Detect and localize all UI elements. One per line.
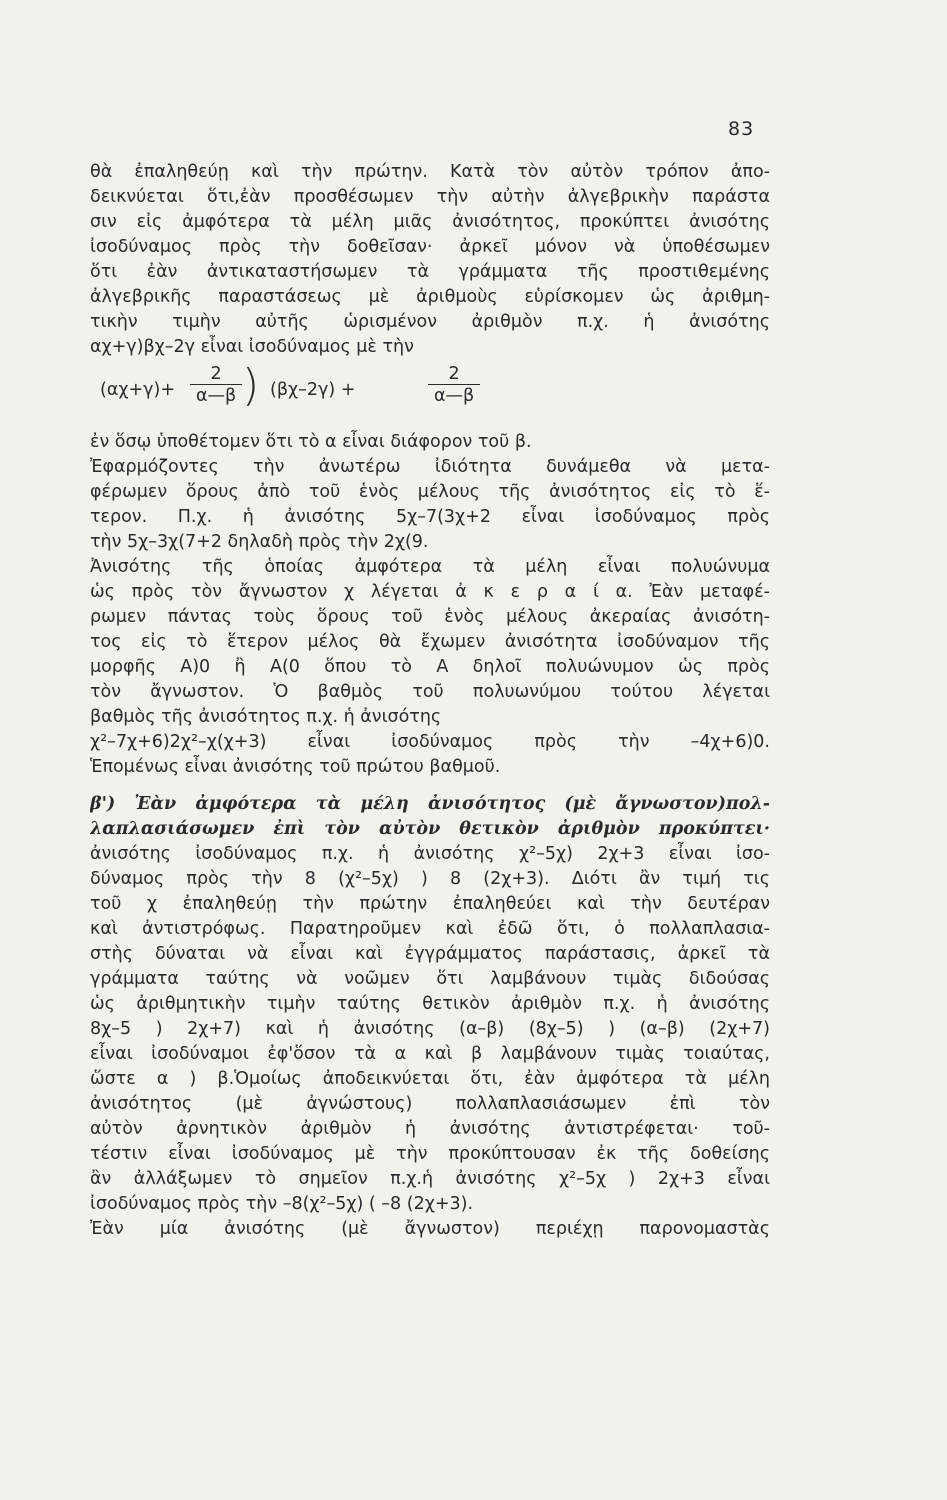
text-line: 8χ–5 ) 2χ+7) καὶ ἡ ἀνισότης (α–β) (8χ–5) ) (α–β) (2χ+7) [90, 1019, 770, 1039]
text-line: ἐν ὅσῳ ὑποθέτομεν ὅτι τὸ α εἶναι διάφορον τοῦ β. [90, 432, 532, 452]
fraction-2-denominator: α—β [428, 384, 480, 407]
fraction-2 [428, 364, 480, 407]
fraction-formula [90, 360, 770, 430]
fraction-1-numerator: 2 [210, 364, 222, 384]
text-line: ἀνισότης ἰσοδύναμος π.χ. ἡ ἀνισότης χ²–5χ) 2χ+3 εἶναι ἰσο- [90, 844, 770, 864]
fraction-2-numerator: 2 [448, 364, 460, 384]
text-line: ρωμεν πάντας τοὺς ὅρους τοῦ ἑνὸς μέλους ἀκεραίας ἀνισότη- [90, 607, 770, 627]
text-line: τέστιν εἶναι ἰσοδύναμος μὲ τὴν προκύπτουσαν ἐκ τῆς δοθείσης [90, 1144, 770, 1164]
page-number: 83 [728, 118, 755, 140]
text-line: δεικνύεται ὅτι,ἐὰν προσθέσωμεν τὴν αὐτὴν ἀλγεβρικὴν παράστα [90, 187, 770, 207]
body-text [90, 160, 770, 1242]
text-line: Ἀνισότης τῆς ὁποίας ἀμφότερα τὰ μέλη εἶναι πολυώνυμα [90, 557, 770, 577]
text-line: αὐτὸν ἀρνητικὸν ἀριθμὸν ἡ ἀνισότης ἀντιστρέφεται· τοῦ- [90, 1119, 770, 1139]
text-line: Ἐὰν μία ἀνισότης (μὲ ἄγνωστον) περιέχῃ παρονομαστὰς [90, 1219, 770, 1239]
text-line: ἂν ἀλλάξωμεν τὸ σημεῖον π.χ.ἡ ἀνισότης χ²–5χ ) 2χ+3 εἶναι [90, 1169, 770, 1189]
formula-left: (αχ+γ)+ [100, 380, 175, 400]
text-line: τερον. Π.χ. ἡ ἀνισότης 5χ–7(3χ+2 εἶναι ἰσοδύναμος πρὸς [90, 507, 770, 527]
text-line: βαθμὸς τῆς ἀνισότητος π.χ. ἡ ἀνισότης [90, 707, 442, 727]
text-line: αχ+γ)βχ–2γ εἶναι ἰσοδύναμος μὲ τὴν [90, 337, 414, 357]
text-line: ἰσοδύναμος πρὸς τὴν –8(χ²–5χ) ( –8 (2χ+3). [90, 1194, 474, 1214]
text-line: ἰσοδύναμος πρὸς τὴν δοθεῖσαν· ἀρκεῖ μόνον νὰ ὑποθέσωμεν [90, 237, 770, 257]
text-line: τὸν ἄγνωστον. Ὁ βαθμὸς τοῦ πολυωνύμου τούτου λέγεται [90, 682, 770, 702]
text-line: τικὴν τιμὴν αὐτῆς ὡρισμένον ἀριθμὸν π.χ. ἡ ἀνισότης [90, 312, 770, 332]
text-line: δύναμος πρὸς τὴν 8 (χ²–5χ) ) 8 (2χ+3). Διότι ἂν τιμή τις [90, 869, 770, 889]
text-line: ὥστε α ) β.Ὁμοίως ἀποδεικνύεται ὅτι, ἐὰν ἀμφότερα τὰ μέλη [90, 1069, 770, 1089]
text-line: καὶ ἀντιστρόφως. Παρατηροῦμεν καὶ ἐδῶ ὅτι, ὁ πολλαπλασια- [90, 919, 770, 939]
text-line: β') Ἐὰν ἀμφότερα τὰ μέλη ἀνισότητος (μὲ ἄγνωστον)πολ- [90, 794, 770, 814]
closing-paren: ) [242, 360, 260, 411]
fraction-1 [190, 364, 242, 407]
text-line: ὡς ἀριθμητικὴν τιμὴν ταύτης θετικὸν ἀριθμὸν π.χ. ἡ ἀνισότης [90, 994, 770, 1014]
text-line: Ἐφαρμόζοντες τὴν ἀνωτέρω ἰδιότητα δυνάμεθα νὰ μετα- [90, 457, 770, 477]
text-line: γράμματα ταύτης νὰ νοῶμεν ὅτι λαμβάνουν τιμὰς διδούσας [90, 969, 770, 989]
text-line: Ἑπομένως εἶναι ἀνισότης τοῦ πρώτου βαθμοῦ. [90, 757, 501, 777]
text-line: εἶναι ἰσοδύναμοι ἐφ'ὅσον τὰ α καὶ β λαμβάνουν τιμὰς τοιαύτας, [90, 1044, 770, 1064]
text-line: ὡς πρὸς τὸν ἄγνωστον χ λέγεται ἀ κ ε ρ α ί α. Ἐὰν μεταφέ- [90, 582, 770, 602]
text-line: ἀλγεβρικῆς παραστάσεως μὲ ἀριθμοὺς εὑρίσκομεν ὡς ἀριθμη- [90, 287, 770, 307]
text-line: τὴν 5χ–3χ(7+2 δηλαδὴ πρὸς τὴν 2χ(9. [90, 532, 429, 552]
text-line: χ²–7χ+6)2χ²–χ(χ+3) εἶναι ἰσοδύναμος πρὸς τὴν –4χ+6)0. [90, 732, 770, 752]
text-line: σιν εἰς ἀμφότερα τὰ μέλη μιᾶς ἀνισότητος, προκύπτει ἀνισότης [90, 212, 770, 232]
text-line: στὴς δύναται νὰ εἶναι καὶ ἐγγράμματος παράστασις, ἀρκεῖ τὰ [90, 944, 770, 964]
text-line: θὰ ἐπαληθεύῃ καὶ τὴν πρώτην. Κατὰ τὸν αὐτὸν τρόπον ἀπο- [90, 162, 770, 182]
paragraph-gap [90, 780, 770, 792]
formula-middle: (βχ–2γ) + [270, 380, 356, 400]
fraction-1-denominator: α—β [190, 384, 242, 407]
text-line: τος εἰς τὸ ἕτερον μέλος θὰ ἔχωμεν ἀνισότητα ἰσοδύναμον τῆς [90, 632, 770, 652]
text-line: ἀνισότητος (μὲ ἀγνώστους) πολλαπλασιάσωμεν ἐπὶ τὸν [90, 1094, 770, 1114]
text-line: ὅτι ἐὰν ἀντικαταστήσωμεν τὰ γράμματα τῆς προστιθεμένης [90, 262, 770, 282]
text-line: λαπλασιάσωμεν ἐπὶ τὸν αὐτὸν θετικὸν ἀριθμὸν προκύπτει· [90, 819, 770, 839]
text-line: μορφῆς Α)0 ἢ Α(0 ὅπου τὸ Α δηλοῖ πολυώνυμον ὡς πρὸς [90, 657, 770, 677]
text-line: τοῦ χ ἐπαληθεύῃ τὴν πρώτην ἐπαληθεύει καὶ τὴν δευτέραν [90, 894, 770, 914]
text-line: φέρωμεν ὅρους ἀπὸ τοῦ ἑνὸς μέλους τῆς ἀνισότητος εἰς τὸ ἕ- [90, 482, 770, 502]
